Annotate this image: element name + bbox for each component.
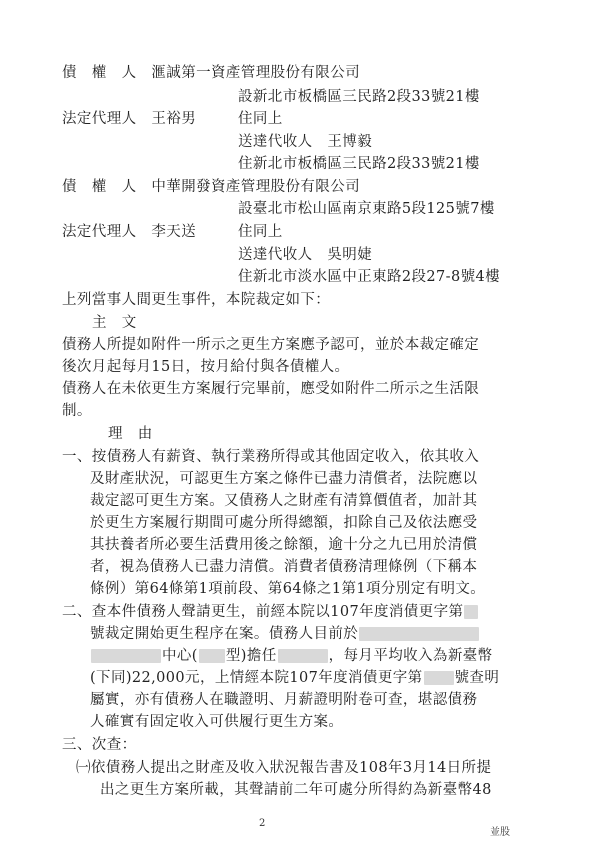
main-heading: 主 文 [92, 315, 137, 331]
main-text-line: 債務人所提如附件一所示之更生方案應予認可，並於本裁定確定 [62, 337, 480, 353]
intro-text: 上列當事人間更生事件，本院裁定如下： [62, 292, 331, 308]
creditor1-agent-address: 住同上 [238, 111, 283, 127]
creditor1-receiver-role: 送達代收人 [238, 134, 313, 150]
creditor2-receiver-name: 吳明婕 [327, 247, 373, 263]
redaction-box [464, 605, 478, 619]
creditor1-agent-role: 法定代理人 [62, 111, 137, 127]
redaction-box [278, 649, 328, 663]
reason-line [90, 623, 480, 645]
reason-line: 於更生方案履行期間可處分所得總額，扣除自己及依法應受 [90, 515, 478, 531]
reason-line: 屬實，亦有債務人在職證明、月薪證明附卷可查，堪認債務 [90, 692, 478, 708]
creditor1-receiver-name: 王博毅 [327, 134, 373, 150]
reason-text: 號裁定開始更生程序在案。債務人目前於 [90, 626, 359, 642]
reason-line [90, 645, 493, 667]
reason-line: ㈠依債務人提出之財產及收入狀況報告書及108年3月14日所提 [76, 760, 492, 776]
creditor2-role: 債 權 人 [62, 179, 137, 195]
clerk-mark: 並股 [490, 827, 510, 838]
reason-line: 出之更生方案所載，其聲請前二年可處分所得約為新臺幣48 [100, 782, 492, 798]
creditor1-receiver-line [238, 131, 372, 153]
reason-text: 型)擔任 [225, 648, 277, 664]
creditor2-receiver-role: 送達代收人 [238, 247, 313, 263]
creditor2-agent-role: 法定代理人 [62, 224, 137, 240]
creditor1-agent-name: 王裕男 [151, 111, 197, 127]
reason-line: 裁定認可更生方案。又債務人之財產有清算價值者，加計其 [90, 493, 478, 509]
creditor1-address: 設新北市板橋區三民路2段33號21樓 [238, 89, 480, 105]
creditor2-receiver-line [238, 244, 372, 266]
creditor2-line [62, 176, 360, 198]
reason-text: (下同)22,000元，上情經本院107年度消債更字第 [90, 670, 423, 686]
creditor2-address: 設臺北市松山區南京東路5段125號7樓 [238, 201, 495, 217]
creditor2-agent-name: 李天送 [151, 224, 197, 240]
creditor1-line [62, 62, 360, 84]
redaction-box [424, 671, 454, 685]
redaction-box [91, 649, 161, 663]
reason-line: 人確實有固定收入可供履行更生方案。 [90, 714, 344, 730]
creditor1-name: 滙誠第一資產管理股份有限公司 [151, 65, 361, 81]
creditor2-name: 中華開發資產管理股份有限公司 [151, 179, 361, 195]
redaction-box [359, 627, 479, 641]
reason-line: 及財產狀況，可認更生方案之條件已盡力清償者，法院應以 [90, 471, 478, 487]
reason-line: 者，視為債務人已盡力清償。消費者債務清理條例（下稱本 [90, 559, 478, 575]
redaction-box [199, 649, 225, 663]
main-text-line: 制。 [62, 403, 92, 419]
main-text-line: 後次月起每月15日，按月給付與各債權人。 [62, 359, 350, 375]
reason-line: 一、按債務人有薪資、執行業務所得或其他固定收入，依其收入 [62, 449, 480, 465]
reason-line: 其扶養者所必要生活費用後之餘額，逾十分之九已用於清償 [90, 537, 478, 553]
reason-line [90, 667, 499, 689]
reason-text: 中心( [162, 648, 198, 664]
reason-text: ，每月平均收入為新臺幣 [328, 648, 493, 664]
creditor2-agent-address: 住同上 [238, 224, 283, 240]
creditor1-agent-line [62, 108, 196, 130]
creditor1-receiver-address: 住新北市板橋區三民路2段33號21樓 [238, 156, 480, 172]
reason-heading: 理 由 [108, 426, 153, 442]
creditor2-agent-line [62, 221, 196, 243]
reason-line: 條例）第64條第1項前段、第64條之1第1項分別定有明文。 [90, 581, 486, 597]
reason-text: 二、查本件債務人聲請更生，前經本院以107年度消債更字第 [62, 604, 464, 620]
reason-text: 號查明 [454, 670, 500, 686]
main-text-line: 債務人在未依更生方案履行完畢前，應受如附件二所示之生活限 [62, 381, 480, 397]
creditor2-receiver-address: 住新北市淡水區中正東路2段27-8號4樓 [238, 269, 501, 285]
reason-line: 三、次查： [62, 737, 137, 753]
creditor1-role: 債 權 人 [62, 65, 137, 81]
reason-line [62, 601, 479, 623]
page-number: 2 [259, 818, 266, 829]
